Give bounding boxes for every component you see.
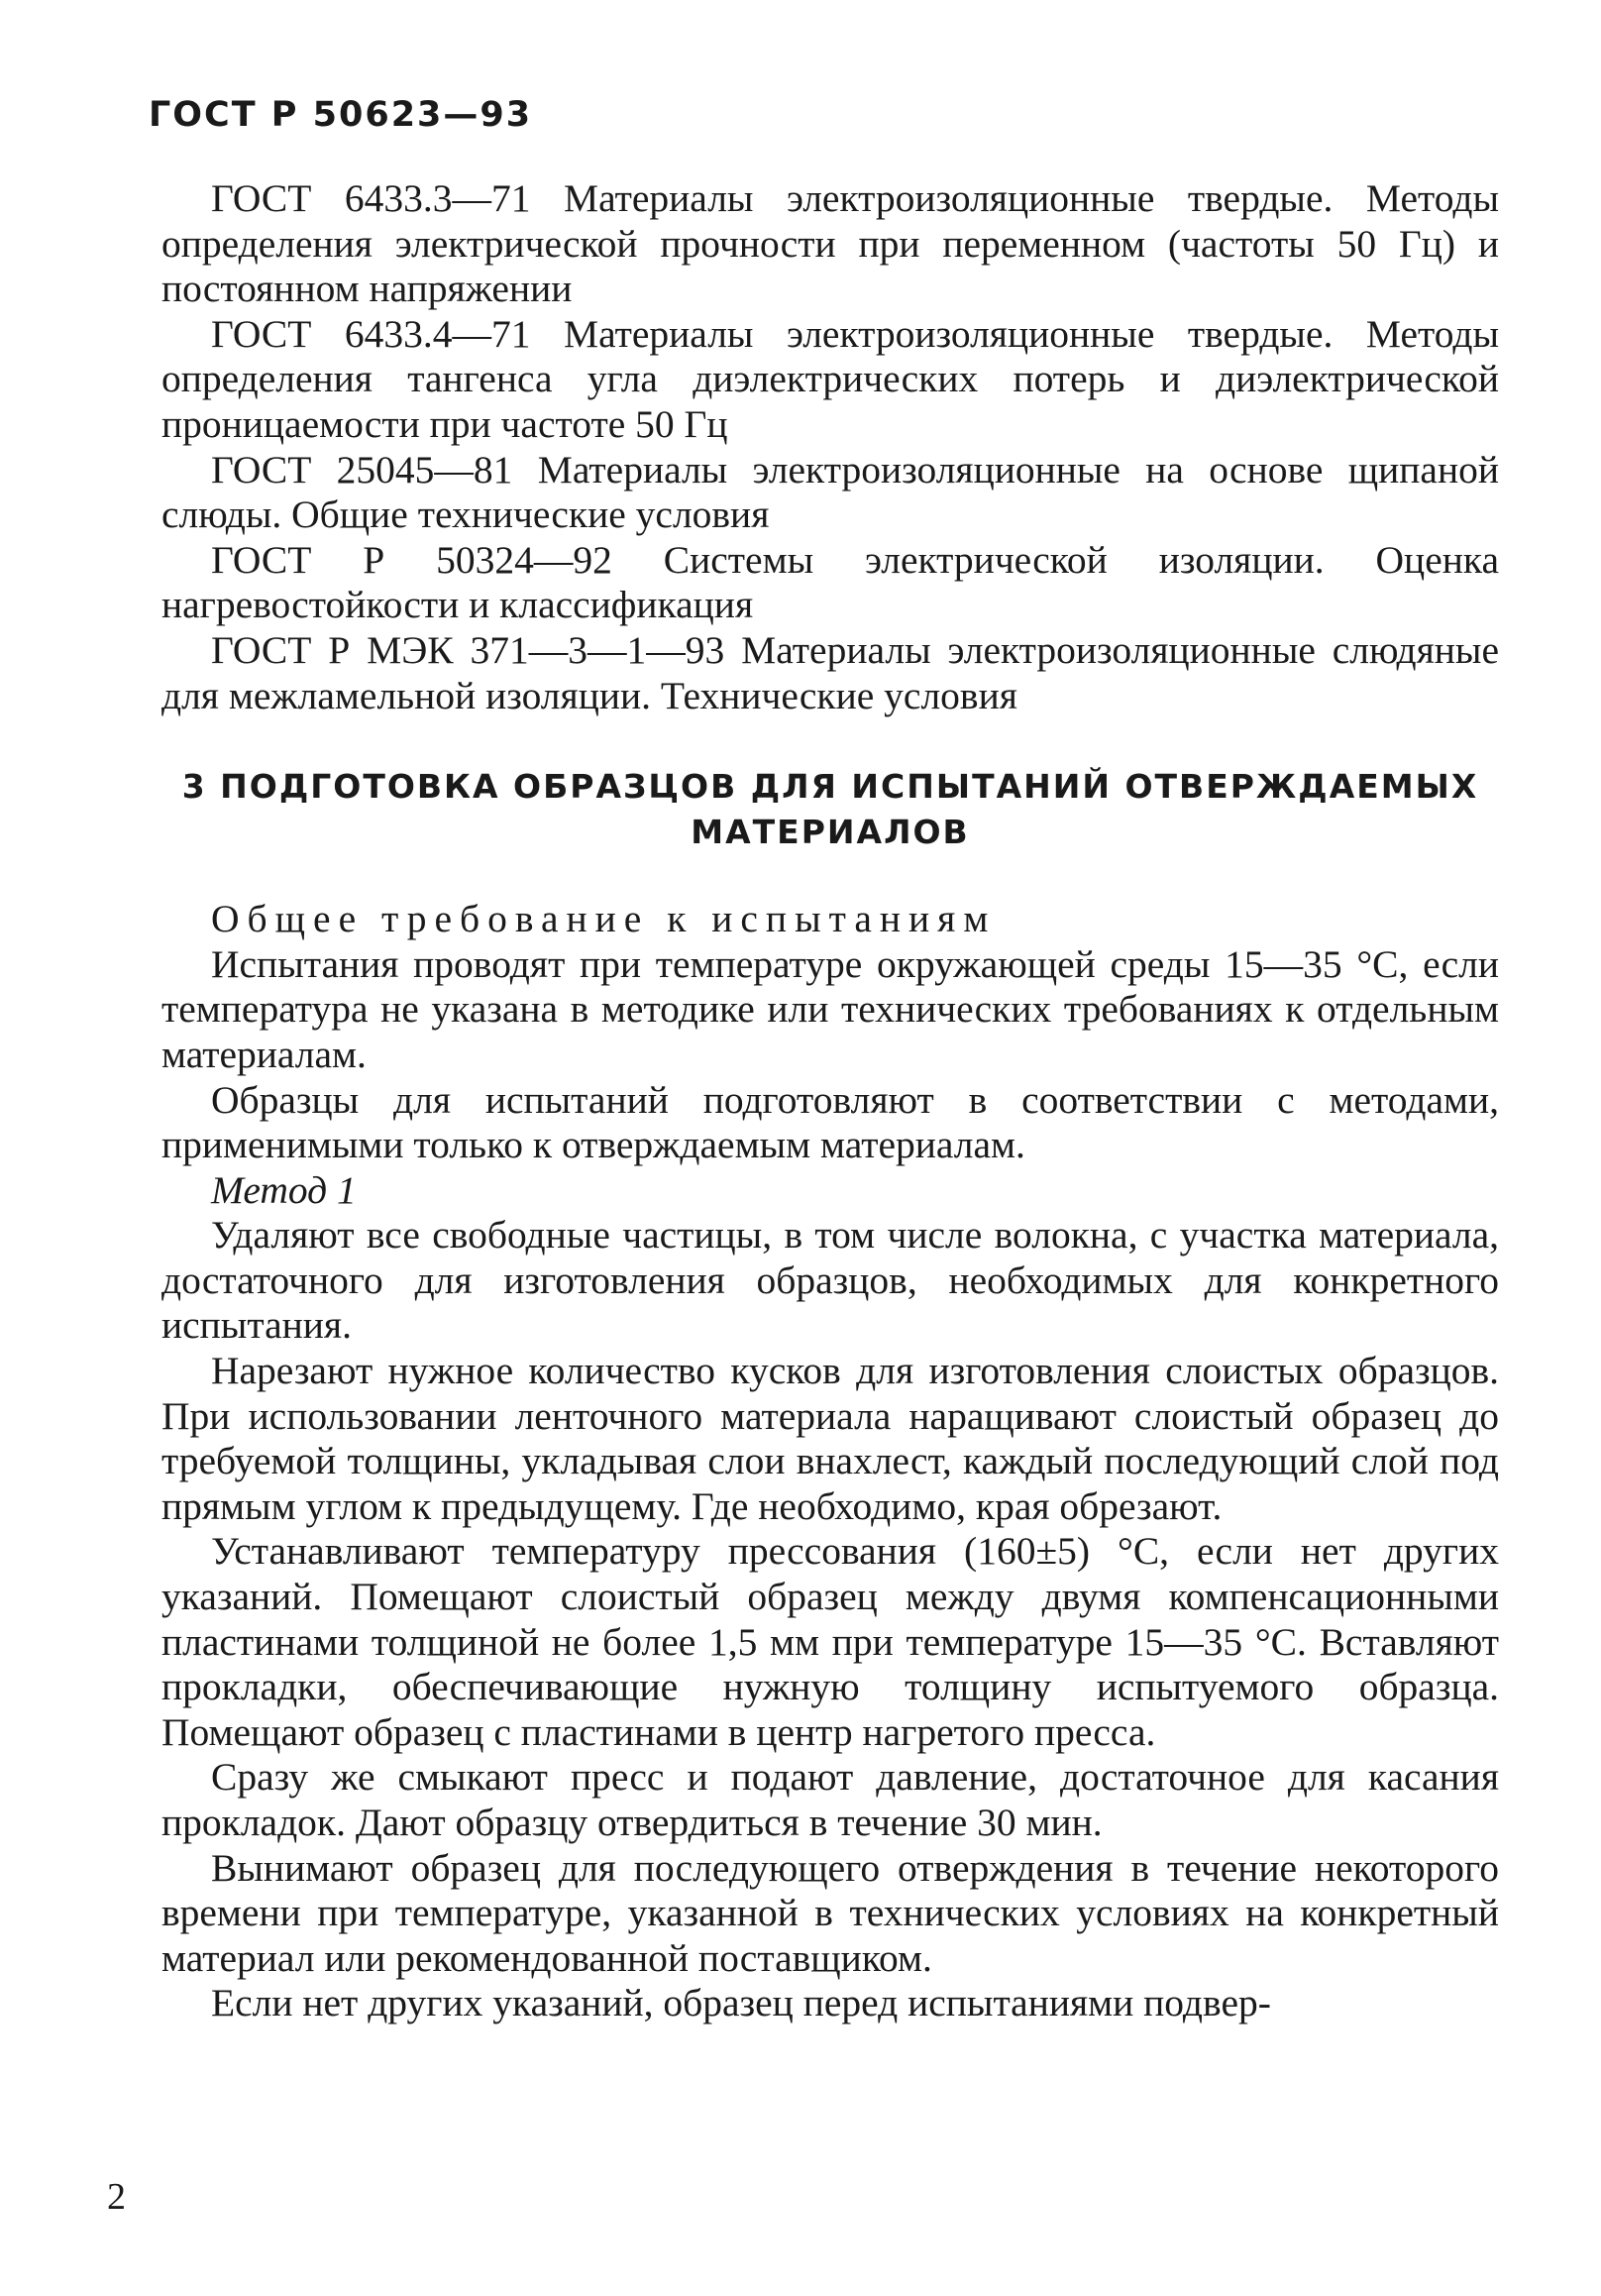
paragraph: Нарезают нужное количество кусков для изготовления слоистых образцов. При использовании ленточного материала наращивают слоистый образец до требуемой толщины, укладывая слои внахлест, каждый последующий слой под прямым углом к предыдущему. Где необходимо, края обрезают. — [161, 1349, 1499, 1528]
reference-item: ГОСТ Р 50324—92 Системы электрической изоляции. Оценка нагревостойкости и классификация — [161, 537, 1499, 627]
paragraph: Устанавливают температуру прессования (160±5) °С, если нет других указаний. Помещают слоистый образец между двумя компенсационными пластинами толщиной не более 1,5 мм при температуре 15—35 °С. Вставляют прокладки, обеспечивающие нужную толщину испытуемого образца. Помещают образец с пластинами в центр нагретого пресса. — [161, 1529, 1499, 1754]
body-text — [161, 176, 1499, 2026]
running-head: ГОСТ Р 50623—93 — [149, 95, 533, 135]
paragraph: Сразу же смыкают пресс и подают давление, достаточное для касания прокладок. Дают образцу отвердиться в течение 30 мин. — [161, 1755, 1499, 1844]
paragraph: Испытания проводят при температуре окружающей среды 15—35 °С, если температура не указана в методике или технических требованиях к отдельным материалам. — [161, 941, 1499, 1076]
reference-item: ГОСТ Р МЭК 371—3—1—93 Материалы электроизоляционные слюдяные для межламельной изоляции. Технические условия — [161, 627, 1499, 717]
subheading: Общее требование к испытаниям — [211, 897, 997, 941]
method-heading: Метод 1 — [211, 1167, 357, 1212]
paragraph: Если нет других указаний, образец перед испытаниями подвер- — [211, 1981, 1271, 2025]
page-number: 2 — [107, 2176, 126, 2218]
paragraph: Удаляют все свободные частицы, в том числе волокна, с участка материала, достаточного для изготовления образцов, необходимых для конкретного испытания. — [161, 1213, 1499, 1348]
reference-item: ГОСТ 6433.3—71 Материалы электроизоляционные твердые. Методы определения электрической прочности при переменном (частоты 50 Гц) и постоянном напряжении — [161, 176, 1499, 311]
section-title — [161, 764, 1499, 855]
paragraph: Вынимают образец для последующего отверждения в течение некоторого времени при температуре, указанной в технических условиях на конкретный материал или рекомендованной поставщиком. — [161, 1845, 1499, 1980]
paragraph: Образцы для испытаний подготовляют в соответствии с методами, применимыми только к отверждаемым материалам. — [161, 1077, 1499, 1167]
reference-item: ГОСТ 25045—81 Материалы электроизоляционные на основе щипаной слюды. Общие технические условия — [161, 447, 1499, 537]
section-title-line: МАТЕРИАЛОВ — [691, 813, 970, 852]
section-title-line: 3 ПОДГОТОВКА ОБРАЗЦОВ ДЛЯ ИСПЫТАНИЙ ОТВЕРЖДАЕМЫХ — [181, 767, 1479, 807]
reference-item: ГОСТ 6433.4—71 Материалы электроизоляционные твердые. Методы определения тангенса угла диэлектрических потерь и диэлектрической проницаемости при частоте 50 Гц — [161, 311, 1499, 446]
